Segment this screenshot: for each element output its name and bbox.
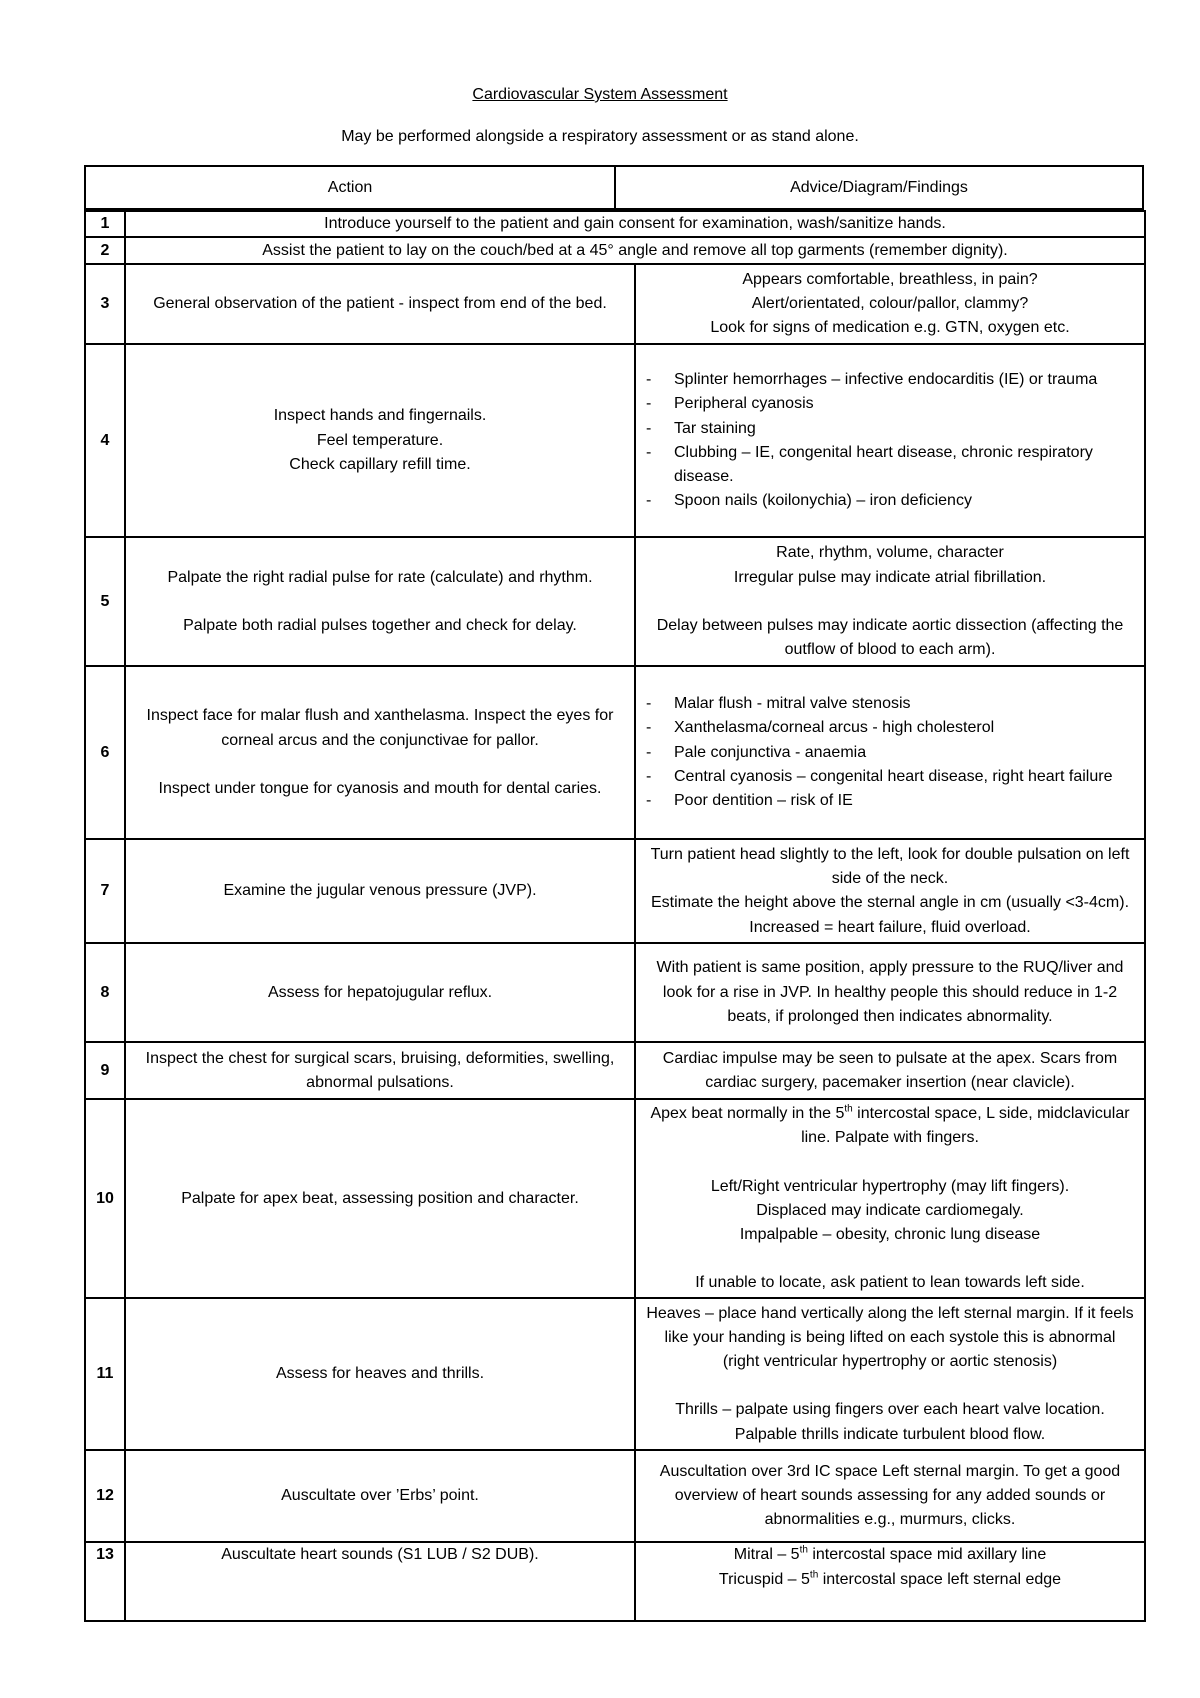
list-item: - Peripheral cyanosis xyxy=(646,392,1134,416)
advice-line: Impalpable – obesity, chronic lung disease xyxy=(739,1226,1041,1244)
row-number: 8 xyxy=(85,943,125,1042)
list-item: - Spoon nails (koilonychia) – iron deficiency xyxy=(646,489,1134,513)
list-item: - Tar staining xyxy=(646,417,1134,441)
row-number: 5 xyxy=(85,537,125,666)
list-item: - Clubbing – IE, congenital heart disease, chronic respiratory disease. xyxy=(646,441,1134,490)
advice-line: Estimate the height above the sternal angle in cm (usually <3-4cm). Increased = heart failure, fluid overload. xyxy=(650,894,1130,936)
advice-line: Turn patient head slightly to the left, look for double pulsation on left side of the neck. xyxy=(650,845,1130,887)
table-row xyxy=(85,1042,1145,1099)
row-number: 1 xyxy=(85,211,125,237)
row-advice xyxy=(635,537,1145,666)
row-advice: With patient is same position, apply pressure to the RUQ/liver and look for a rise in JVP. In healthy people this should reduce in 1-2 beats, if prolonged then indicates abnormality. xyxy=(635,943,1145,1042)
list-item: - Pale conjunctiva - anaemia xyxy=(646,741,1134,765)
row-action: Palpate for apex beat, assessing position and character. xyxy=(125,1099,635,1298)
row-full-text: Introduce yourself to the patient and gain consent for examination, wash/sanitize hands. xyxy=(125,211,1145,237)
advice-line: Mitral – 5th intercostal space mid axillary line xyxy=(733,1544,1047,1564)
row-number: 3 xyxy=(85,264,125,344)
advice-line: Apex beat normally in the 5th intercostal space, L side, midclavicular line. Palpate with fingers. xyxy=(650,1103,1130,1147)
advice-line: Irregular pulse may indicate atrial fibrillation. xyxy=(733,568,1047,586)
table-row xyxy=(85,1542,1145,1621)
table-row xyxy=(85,537,1145,666)
row-number: 7 xyxy=(85,839,125,943)
table-header xyxy=(84,165,1144,210)
advice-line: Delay between pulses may indicate aortic dissection (affecting the outflow of blood to each arm). xyxy=(656,616,1124,659)
row-advice xyxy=(635,1099,1145,1298)
row-full-text: Assist the patient to lay on the couch/bed at a 45° angle and remove all top garments (remember dignity). xyxy=(125,237,1145,264)
table-row xyxy=(85,1450,1145,1542)
advice-line: If unable to locate, ask patient to lean towards left side. xyxy=(695,1274,1085,1292)
row-advice: Cardiac impulse may be seen to pulsate at the apex. Scars from cardiac surgery, pacemaker insertion (near clavicle). xyxy=(635,1042,1145,1099)
advice-line: Rate, rhythm, volume, character xyxy=(776,544,1004,562)
table-row xyxy=(85,1298,1145,1450)
row-action: Inspect the chest for surgical scars, bruising, deformities, swelling, abnormal pulsations. xyxy=(125,1042,635,1099)
table-row xyxy=(85,943,1145,1042)
row-action xyxy=(125,666,635,839)
table-row xyxy=(85,344,1145,537)
assessment-table xyxy=(84,210,1146,1622)
page-subtitle: May be performed alongside a respiratory assessment or as stand alone. xyxy=(341,128,859,145)
row-number: 2 xyxy=(85,237,125,264)
table-row xyxy=(85,1099,1145,1298)
row-action: Auscultate over ’Erbs’ point. xyxy=(125,1450,635,1542)
advice-line: Appears comfortable, breathless, in pain? xyxy=(742,270,1038,288)
row-action xyxy=(125,537,635,666)
row-number: 6 xyxy=(85,666,125,839)
table-row xyxy=(85,237,1145,264)
row-number: 12 xyxy=(85,1450,125,1542)
action-line: Inspect face for malar flush and xanthelasma. Inspect the eyes for corneal arcus and the conjunctivae for pallor. xyxy=(146,707,614,749)
row-advice xyxy=(635,1542,1145,1621)
table-row xyxy=(85,211,1145,237)
table-row xyxy=(85,839,1145,943)
row-action: Auscultate heart sounds (S1 LUB / S2 DUB). xyxy=(125,1542,635,1621)
header-advice: Advice/Diagram/Findings xyxy=(790,178,968,196)
row-advice xyxy=(635,666,1145,839)
action-line: Palpate both radial pulses together and check for delay. xyxy=(183,616,577,634)
findings-list xyxy=(646,368,1134,514)
list-item: - Poor dentition – risk of IE xyxy=(646,789,1134,813)
action-line: Feel temperature. xyxy=(316,431,444,449)
action-line: Inspect under tongue for cyanosis and mouth for dental caries. xyxy=(158,779,602,797)
advice-line: Left/Right ventricular hypertrophy (may lift fingers). xyxy=(710,1177,1070,1195)
header-action: Action xyxy=(86,167,616,208)
page-title: Cardiovascular System Assessment xyxy=(472,86,728,103)
list-item: - Malar flush - mitral valve stenosis xyxy=(646,692,1134,716)
row-action: Assess for hepatojugular reflux. xyxy=(125,943,635,1042)
list-item: - Central cyanosis – congenital heart disease, right heart failure xyxy=(646,765,1134,789)
table-row xyxy=(85,264,1145,344)
row-number: 13 xyxy=(85,1542,125,1621)
row-number: 4 xyxy=(85,344,125,537)
row-advice xyxy=(635,264,1145,344)
action-line: Inspect hands and fingernails. xyxy=(273,407,487,425)
row-advice xyxy=(635,1298,1145,1450)
row-action xyxy=(125,344,635,537)
advice-line: Tricuspid – 5th intercostal space left sternal edge xyxy=(718,1569,1062,1588)
row-advice xyxy=(635,344,1145,537)
row-action: Assess for heaves and thrills. xyxy=(125,1298,635,1450)
findings-list xyxy=(646,692,1134,814)
row-advice xyxy=(635,839,1145,943)
table-row xyxy=(85,666,1145,839)
action-line: Palpate the right radial pulse for rate (calculate) and rhythm. xyxy=(167,568,593,586)
row-action: General observation of the patient - inspect from end of the bed. xyxy=(125,264,635,344)
action-line: Check capillary refill time. xyxy=(289,455,471,473)
advice-line: Look for signs of medication e.g. GTN, oxygen etc. xyxy=(710,319,1070,337)
row-advice: Auscultation over 3rd IC space Left sternal margin. To get a good overview of heart sounds assessing for any added sounds or abnormalities e.g., murmurs, clicks. xyxy=(635,1450,1145,1542)
advice-line: Alert/orientated, colour/pallor, clammy? xyxy=(751,295,1029,313)
row-action: Examine the jugular venous pressure (JVP). xyxy=(125,839,635,943)
row-number: 10 xyxy=(85,1099,125,1298)
row-number: 11 xyxy=(85,1298,125,1450)
advice-line: Thrills – palpate using fingers over each heart valve location. Palpable thrills indicate turbulent blood flow. xyxy=(675,1401,1105,1443)
list-item: - Splinter hemorrhages – infective endocarditis (IE) or trauma xyxy=(646,368,1134,392)
advice-line: Heaves – place hand vertically along the left sternal margin. If it feels like your handing is being lifted on each systole this is abnormal (right ventricular hypertrophy or aortic stenosis) xyxy=(646,1304,1134,1371)
advice-line: Displaced may indicate cardiomegaly. xyxy=(756,1201,1024,1219)
list-item: - Xanthelasma/corneal arcus - high cholesterol xyxy=(646,716,1134,740)
row-number: 9 xyxy=(85,1042,125,1099)
